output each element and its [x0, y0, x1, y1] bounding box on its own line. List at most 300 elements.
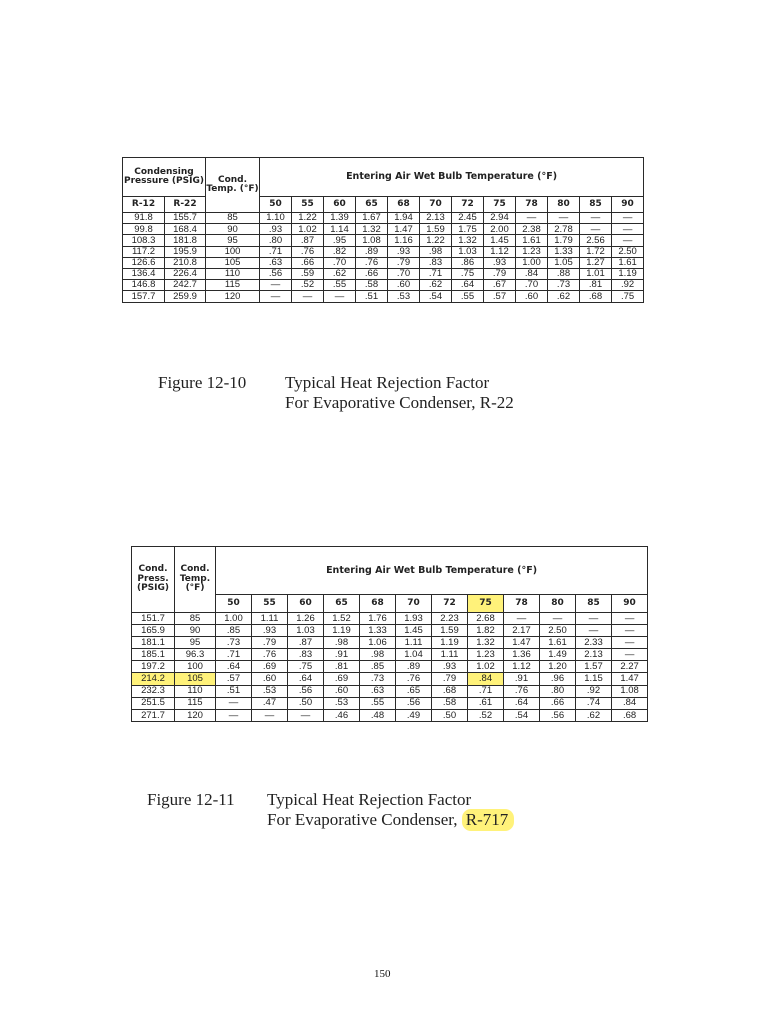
factor-cell: .91	[324, 649, 360, 661]
factor-cell: 1.16	[388, 235, 420, 246]
factor-cell: .86	[452, 257, 484, 268]
factor-cell: 1.94	[388, 213, 420, 224]
cond-temp-cell: 85	[206, 213, 260, 224]
factor-cell: .70	[388, 268, 420, 279]
factor-cell: 1.57	[576, 661, 612, 673]
factor-cell: —	[504, 613, 540, 625]
factor-cell: 1.02	[468, 661, 504, 673]
factor-cell: .93	[388, 246, 420, 257]
factor-cell: .89	[396, 661, 432, 673]
table-row	[132, 613, 648, 625]
factor-cell: —	[292, 291, 324, 302]
factor-cell: .67	[484, 280, 516, 291]
factor-cell: .63	[260, 257, 292, 268]
factor-cell: —	[580, 224, 612, 235]
factor-cell: 1.00	[216, 613, 252, 625]
factor-cell: 1.14	[324, 224, 356, 235]
factor-cell: .56	[260, 268, 292, 279]
factor-cell: .79	[252, 637, 288, 649]
factor-cell: 1.67	[356, 213, 388, 224]
factor-cell: 1.59	[432, 625, 468, 637]
factor-cell: 1.08	[356, 235, 388, 246]
factor-cell: .57	[216, 673, 252, 685]
factor-cell: —	[612, 235, 644, 246]
cond-temp-cell: 105	[206, 257, 260, 268]
table-row	[123, 213, 644, 224]
factor-cell: .87	[288, 637, 324, 649]
r22-pressure-cell: 210.8	[165, 257, 206, 268]
wet-bulb-header: Entering Air Wet Bulb Temperature (°F)	[260, 158, 644, 197]
factor-cell: .68	[432, 685, 468, 697]
factor-cell: .75	[612, 291, 644, 302]
factor-cell: .68	[580, 291, 612, 302]
wet-bulb-temp-header: 72	[452, 197, 484, 213]
figure-number: Figure 12-10	[158, 373, 247, 392]
factor-cell: .61	[468, 697, 504, 709]
factor-cell: .83	[288, 649, 324, 661]
cond-temp-cell: 96.3	[175, 649, 216, 661]
factor-cell: 1.39	[324, 213, 356, 224]
wet-bulb-temp-header: 80	[548, 197, 580, 213]
condensing-pressure-header	[123, 158, 206, 197]
factor-cell: 1.23	[468, 649, 504, 661]
factor-cell: .76	[292, 246, 324, 257]
factor-cell: 2.27	[612, 661, 648, 673]
factor-cell: 1.11	[252, 613, 288, 625]
cond-temp-cell: 110	[175, 685, 216, 697]
r22-pressure-cell: 226.4	[165, 268, 206, 279]
factor-cell: .69	[324, 673, 360, 685]
wet-bulb-temp-header: 68	[388, 197, 420, 213]
factor-cell: 1.82	[468, 625, 504, 637]
factor-cell: .76	[504, 685, 540, 697]
factor-cell: 1.04	[396, 649, 432, 661]
table-row	[132, 685, 648, 697]
wet-bulb-temp-header: 65	[324, 595, 360, 613]
r717-heat-rejection-table	[131, 546, 648, 722]
factor-cell: .92	[576, 685, 612, 697]
factor-cell: .55	[324, 280, 356, 291]
factor-cell: .92	[612, 280, 644, 291]
factor-cell: .70	[324, 257, 356, 268]
cond-press-cell: 271.7	[132, 709, 175, 721]
factor-cell: 1.36	[504, 649, 540, 661]
factor-cell: .65	[396, 685, 432, 697]
factor-cell: .98	[420, 246, 452, 257]
wet-bulb-temp-header: 78	[516, 197, 548, 213]
factor-cell: .71	[216, 649, 252, 661]
factor-cell: —	[612, 224, 644, 235]
factor-cell: .98	[360, 649, 396, 661]
wet-bulb-temp-header: 65	[356, 197, 388, 213]
factor-cell: 1.03	[288, 625, 324, 637]
factor-cell: .85	[360, 661, 396, 673]
factor-cell: .51	[356, 291, 388, 302]
wet-bulb-temp-header: 60	[324, 197, 356, 213]
factor-cell: .88	[548, 268, 580, 279]
r22-pressure-cell: 195.9	[165, 246, 206, 257]
r12-pressure-cell: 126.6	[123, 257, 165, 268]
factor-cell: .46	[324, 709, 360, 721]
factor-cell: 1.27	[580, 257, 612, 268]
factor-cell: .54	[504, 709, 540, 721]
factor-cell: .74	[576, 697, 612, 709]
factor-cell: —	[576, 625, 612, 637]
factor-cell: .84	[468, 673, 504, 685]
r22-pressure-cell: 168.4	[165, 224, 206, 235]
factor-cell: 1.33	[360, 625, 396, 637]
factor-cell: .60	[252, 673, 288, 685]
factor-cell: .50	[288, 697, 324, 709]
factor-cell: —	[516, 213, 548, 224]
r12-pressure-cell: 91.8	[123, 213, 165, 224]
factor-cell: 1.05	[548, 257, 580, 268]
wet-bulb-temp-header: 70	[396, 595, 432, 613]
wet-bulb-temp-header: 70	[420, 197, 452, 213]
factor-cell: 1.79	[548, 235, 580, 246]
factor-cell: 1.61	[540, 637, 576, 649]
cond-temp-cell: 110	[206, 268, 260, 279]
cond-temp-cell: 95	[206, 235, 260, 246]
factor-cell: 1.11	[432, 649, 468, 661]
cond-temp-cell: 95	[175, 637, 216, 649]
factor-cell: 1.33	[548, 246, 580, 257]
factor-cell: —	[540, 613, 576, 625]
table-row	[123, 291, 644, 302]
factor-cell: .64	[504, 697, 540, 709]
cond-temp-cell: 100	[175, 661, 216, 673]
factor-cell: .93	[260, 224, 292, 235]
factor-cell: .50	[432, 709, 468, 721]
wet-bulb-header: Entering Air Wet Bulb Temperature (°F)	[216, 547, 648, 595]
cond-temp-cell: 120	[175, 709, 216, 721]
factor-cell: .58	[356, 280, 388, 291]
factor-cell: .76	[356, 257, 388, 268]
factor-cell: .60	[324, 685, 360, 697]
factor-cell: 1.47	[504, 637, 540, 649]
factor-cell: .60	[516, 291, 548, 302]
cond-press-cell: 197.2	[132, 661, 175, 673]
factor-cell: .81	[580, 280, 612, 291]
factor-cell: .68	[612, 709, 648, 721]
factor-cell: —	[612, 649, 648, 661]
r22-heat-rejection-table	[122, 157, 644, 303]
factor-cell: 1.19	[432, 637, 468, 649]
factor-cell: .71	[468, 685, 504, 697]
r22-pressure-cell: 259.9	[165, 291, 206, 302]
cond-press-cell: 214.2	[132, 673, 175, 685]
factor-cell: .80	[540, 685, 576, 697]
factor-cell: —	[612, 613, 648, 625]
factor-cell: .73	[360, 673, 396, 685]
factor-cell: 1.45	[484, 235, 516, 246]
table-row	[132, 673, 648, 685]
factor-cell: —	[216, 709, 252, 721]
figure-number: Figure 12-11	[147, 790, 235, 809]
wet-bulb-temp-header: 85	[580, 197, 612, 213]
factor-cell: .55	[452, 291, 484, 302]
factor-cell: .80	[260, 235, 292, 246]
caption-line-2-prefix: For Evaporative Condenser,	[267, 810, 462, 829]
r22-column-header: R-22	[165, 197, 206, 213]
caption-line-1: Typical Heat Rejection Factor	[285, 373, 490, 392]
factor-cell: .56	[288, 685, 324, 697]
factor-cell: 1.32	[452, 235, 484, 246]
factor-cell: —	[548, 213, 580, 224]
figure-12-10-caption	[158, 373, 514, 412]
cond-temp-header	[175, 547, 216, 613]
r12-pressure-cell: 99.8	[123, 224, 165, 235]
factor-cell: .79	[432, 673, 468, 685]
r22-pressure-cell: 181.8	[165, 235, 206, 246]
factor-cell: —	[580, 213, 612, 224]
factor-cell: —	[612, 625, 648, 637]
factor-cell: .62	[548, 291, 580, 302]
cond-temp-cell: 90	[206, 224, 260, 235]
factor-cell: .89	[356, 246, 388, 257]
table-row	[132, 649, 648, 661]
cond-press-header	[132, 547, 175, 613]
cond-press-cell: 251.5	[132, 697, 175, 709]
wet-bulb-temp-header: 55	[292, 197, 324, 213]
wet-bulb-temp-header: 72	[432, 595, 468, 613]
factor-cell: 1.59	[420, 224, 452, 235]
factor-cell: 1.22	[292, 213, 324, 224]
wet-bulb-temp-header: 50	[216, 595, 252, 613]
refrigerant-highlight: R-717	[462, 809, 515, 831]
wet-bulb-temp-header: 78	[504, 595, 540, 613]
factor-cell: 1.49	[540, 649, 576, 661]
factor-cell: 1.08	[612, 685, 648, 697]
condensing-pressure-label: Condensing Pressure (PSIG)	[124, 166, 204, 186]
factor-cell: .81	[324, 661, 360, 673]
factor-cell: .79	[484, 268, 516, 279]
factor-cell: 2.13	[420, 213, 452, 224]
factor-cell: 1.02	[292, 224, 324, 235]
r12-pressure-cell: 117.2	[123, 246, 165, 257]
factor-cell: 1.11	[396, 637, 432, 649]
factor-cell: .47	[252, 697, 288, 709]
table-row	[132, 661, 648, 673]
factor-cell: .66	[292, 257, 324, 268]
factor-cell: .49	[396, 709, 432, 721]
factor-cell: 2.50	[540, 625, 576, 637]
factor-cell: .52	[292, 280, 324, 291]
table-row	[132, 625, 648, 637]
factor-cell: —	[576, 613, 612, 625]
factor-cell: 1.32	[468, 637, 504, 649]
factor-cell: .73	[216, 637, 252, 649]
r12-pressure-cell: 108.3	[123, 235, 165, 246]
wet-bulb-temp-header: 68	[360, 595, 396, 613]
factor-cell: 1.32	[356, 224, 388, 235]
factor-cell: .58	[432, 697, 468, 709]
factor-cell: 1.26	[288, 613, 324, 625]
table-row	[123, 235, 644, 246]
factor-cell: .76	[252, 649, 288, 661]
factor-cell: .91	[504, 673, 540, 685]
factor-cell: —	[260, 291, 292, 302]
cond-temp-cell: 85	[175, 613, 216, 625]
wet-bulb-temp-header: 80	[540, 595, 576, 613]
factor-cell: .73	[548, 280, 580, 291]
table-row	[123, 280, 644, 291]
r12-pressure-cell: 136.4	[123, 268, 165, 279]
factor-cell: .95	[324, 235, 356, 246]
factor-cell: .75	[288, 661, 324, 673]
factor-cell: 2.94	[484, 213, 516, 224]
factor-cell: 1.03	[452, 246, 484, 257]
factor-cell: .83	[420, 257, 452, 268]
factor-cell: 1.00	[516, 257, 548, 268]
table-row	[123, 268, 644, 279]
factor-cell: 2.23	[432, 613, 468, 625]
factor-cell: 1.47	[388, 224, 420, 235]
factor-cell: .63	[360, 685, 396, 697]
factor-cell: .56	[396, 697, 432, 709]
factor-cell: .75	[452, 268, 484, 279]
wet-bulb-temp-header: 85	[576, 595, 612, 613]
factor-cell: .55	[360, 697, 396, 709]
cond-press-cell: 181.1	[132, 637, 175, 649]
wet-bulb-temp-header: 75	[484, 197, 516, 213]
factor-cell: 1.75	[452, 224, 484, 235]
cond-temp-label: Cond. Temp. (°F)	[206, 174, 259, 194]
factor-cell: 1.12	[484, 246, 516, 257]
table-row	[123, 246, 644, 257]
factor-cell: 1.61	[516, 235, 548, 246]
factor-cell: 1.12	[504, 661, 540, 673]
factor-cell: .93	[252, 625, 288, 637]
factor-cell: .56	[540, 709, 576, 721]
cond-temp-header	[206, 158, 260, 213]
factor-cell: .85	[216, 625, 252, 637]
r12-pressure-cell: 146.8	[123, 280, 165, 291]
r12-column-header: R-12	[123, 197, 165, 213]
cond-press-cell: 232.3	[132, 685, 175, 697]
factor-cell: 1.19	[324, 625, 360, 637]
factor-cell: 1.22	[420, 235, 452, 246]
cond-temp-cell: 90	[175, 625, 216, 637]
wet-bulb-temp-header: 55	[252, 595, 288, 613]
factor-cell: .53	[252, 685, 288, 697]
factor-cell: 1.72	[580, 246, 612, 257]
factor-cell: 1.23	[516, 246, 548, 257]
factor-cell: —	[216, 697, 252, 709]
cond-press-cell: 151.7	[132, 613, 175, 625]
factor-cell: .51	[216, 685, 252, 697]
caption-line-2	[267, 810, 514, 830]
factor-cell: 2.38	[516, 224, 548, 235]
factor-cell: .82	[324, 246, 356, 257]
wet-bulb-temp-header: 90	[612, 595, 648, 613]
factor-cell: 1.06	[360, 637, 396, 649]
cond-press-label: Cond. Press. (PSIG)	[136, 564, 170, 594]
factor-cell: 1.45	[396, 625, 432, 637]
cond-temp-cell: 100	[206, 246, 260, 257]
factor-cell: —	[612, 213, 644, 224]
factor-cell: .93	[432, 661, 468, 673]
factor-cell: .84	[612, 697, 648, 709]
factor-cell: 1.52	[324, 613, 360, 625]
factor-cell: 2.13	[576, 649, 612, 661]
factor-cell: .62	[576, 709, 612, 721]
factor-cell: .62	[324, 268, 356, 279]
factor-cell: 1.19	[612, 268, 644, 279]
factor-cell: 1.15	[576, 673, 612, 685]
factor-cell: 1.47	[612, 673, 648, 685]
factor-cell: .64	[216, 661, 252, 673]
factor-cell: .96	[540, 673, 576, 685]
factor-cell: .52	[468, 709, 504, 721]
factor-cell: 2.45	[452, 213, 484, 224]
factor-cell: .64	[288, 673, 324, 685]
factor-cell: .79	[388, 257, 420, 268]
factor-cell: .66	[356, 268, 388, 279]
factor-cell: 2.68	[468, 613, 504, 625]
factor-cell: .60	[388, 280, 420, 291]
factor-cell: 1.61	[612, 257, 644, 268]
factor-cell: 2.00	[484, 224, 516, 235]
factor-cell: —	[260, 280, 292, 291]
table-row	[123, 224, 644, 235]
factor-cell: —	[612, 637, 648, 649]
page-number: 150	[374, 968, 391, 980]
factor-cell: .53	[324, 697, 360, 709]
factor-cell: .98	[324, 637, 360, 649]
wet-bulb-temp-header: 90	[612, 197, 644, 213]
cond-press-cell: 185.1	[132, 649, 175, 661]
cond-temp-cell: 120	[206, 291, 260, 302]
factor-cell: .54	[420, 291, 452, 302]
factor-cell: .71	[420, 268, 452, 279]
factor-cell: 2.33	[576, 637, 612, 649]
factor-cell: .84	[516, 268, 548, 279]
factor-cell: —	[324, 291, 356, 302]
factor-cell: .69	[252, 661, 288, 673]
factor-cell: 2.78	[548, 224, 580, 235]
factor-cell: .64	[452, 280, 484, 291]
factor-cell: 2.50	[612, 246, 644, 257]
r12-pressure-cell: 157.7	[123, 291, 165, 302]
factor-cell: —	[288, 709, 324, 721]
table-row	[132, 709, 648, 721]
factor-cell: .53	[388, 291, 420, 302]
r22-pressure-cell: 155.7	[165, 213, 206, 224]
cond-press-cell: 165.9	[132, 625, 175, 637]
factor-cell: —	[252, 709, 288, 721]
factor-cell: .71	[260, 246, 292, 257]
factor-cell: 1.01	[580, 268, 612, 279]
caption-line-2: For Evaporative Condenser, R-22	[285, 393, 514, 412]
wet-bulb-temp-header: 50	[260, 197, 292, 213]
factor-cell: .62	[420, 280, 452, 291]
factor-cell: .70	[516, 280, 548, 291]
caption-line-1: Typical Heat Rejection Factor	[267, 790, 472, 809]
wet-bulb-temp-header: 75	[468, 595, 504, 613]
wet-bulb-temp-header: 60	[288, 595, 324, 613]
cond-temp-label: Cond. Temp. (°F)	[179, 564, 211, 594]
factor-cell: .57	[484, 291, 516, 302]
factor-cell: .87	[292, 235, 324, 246]
table-row	[132, 637, 648, 649]
factor-cell: 1.20	[540, 661, 576, 673]
figure-12-11-caption	[147, 790, 509, 829]
factor-cell: .48	[360, 709, 396, 721]
factor-cell: 1.76	[360, 613, 396, 625]
factor-cell: 1.93	[396, 613, 432, 625]
factor-cell: .59	[292, 268, 324, 279]
